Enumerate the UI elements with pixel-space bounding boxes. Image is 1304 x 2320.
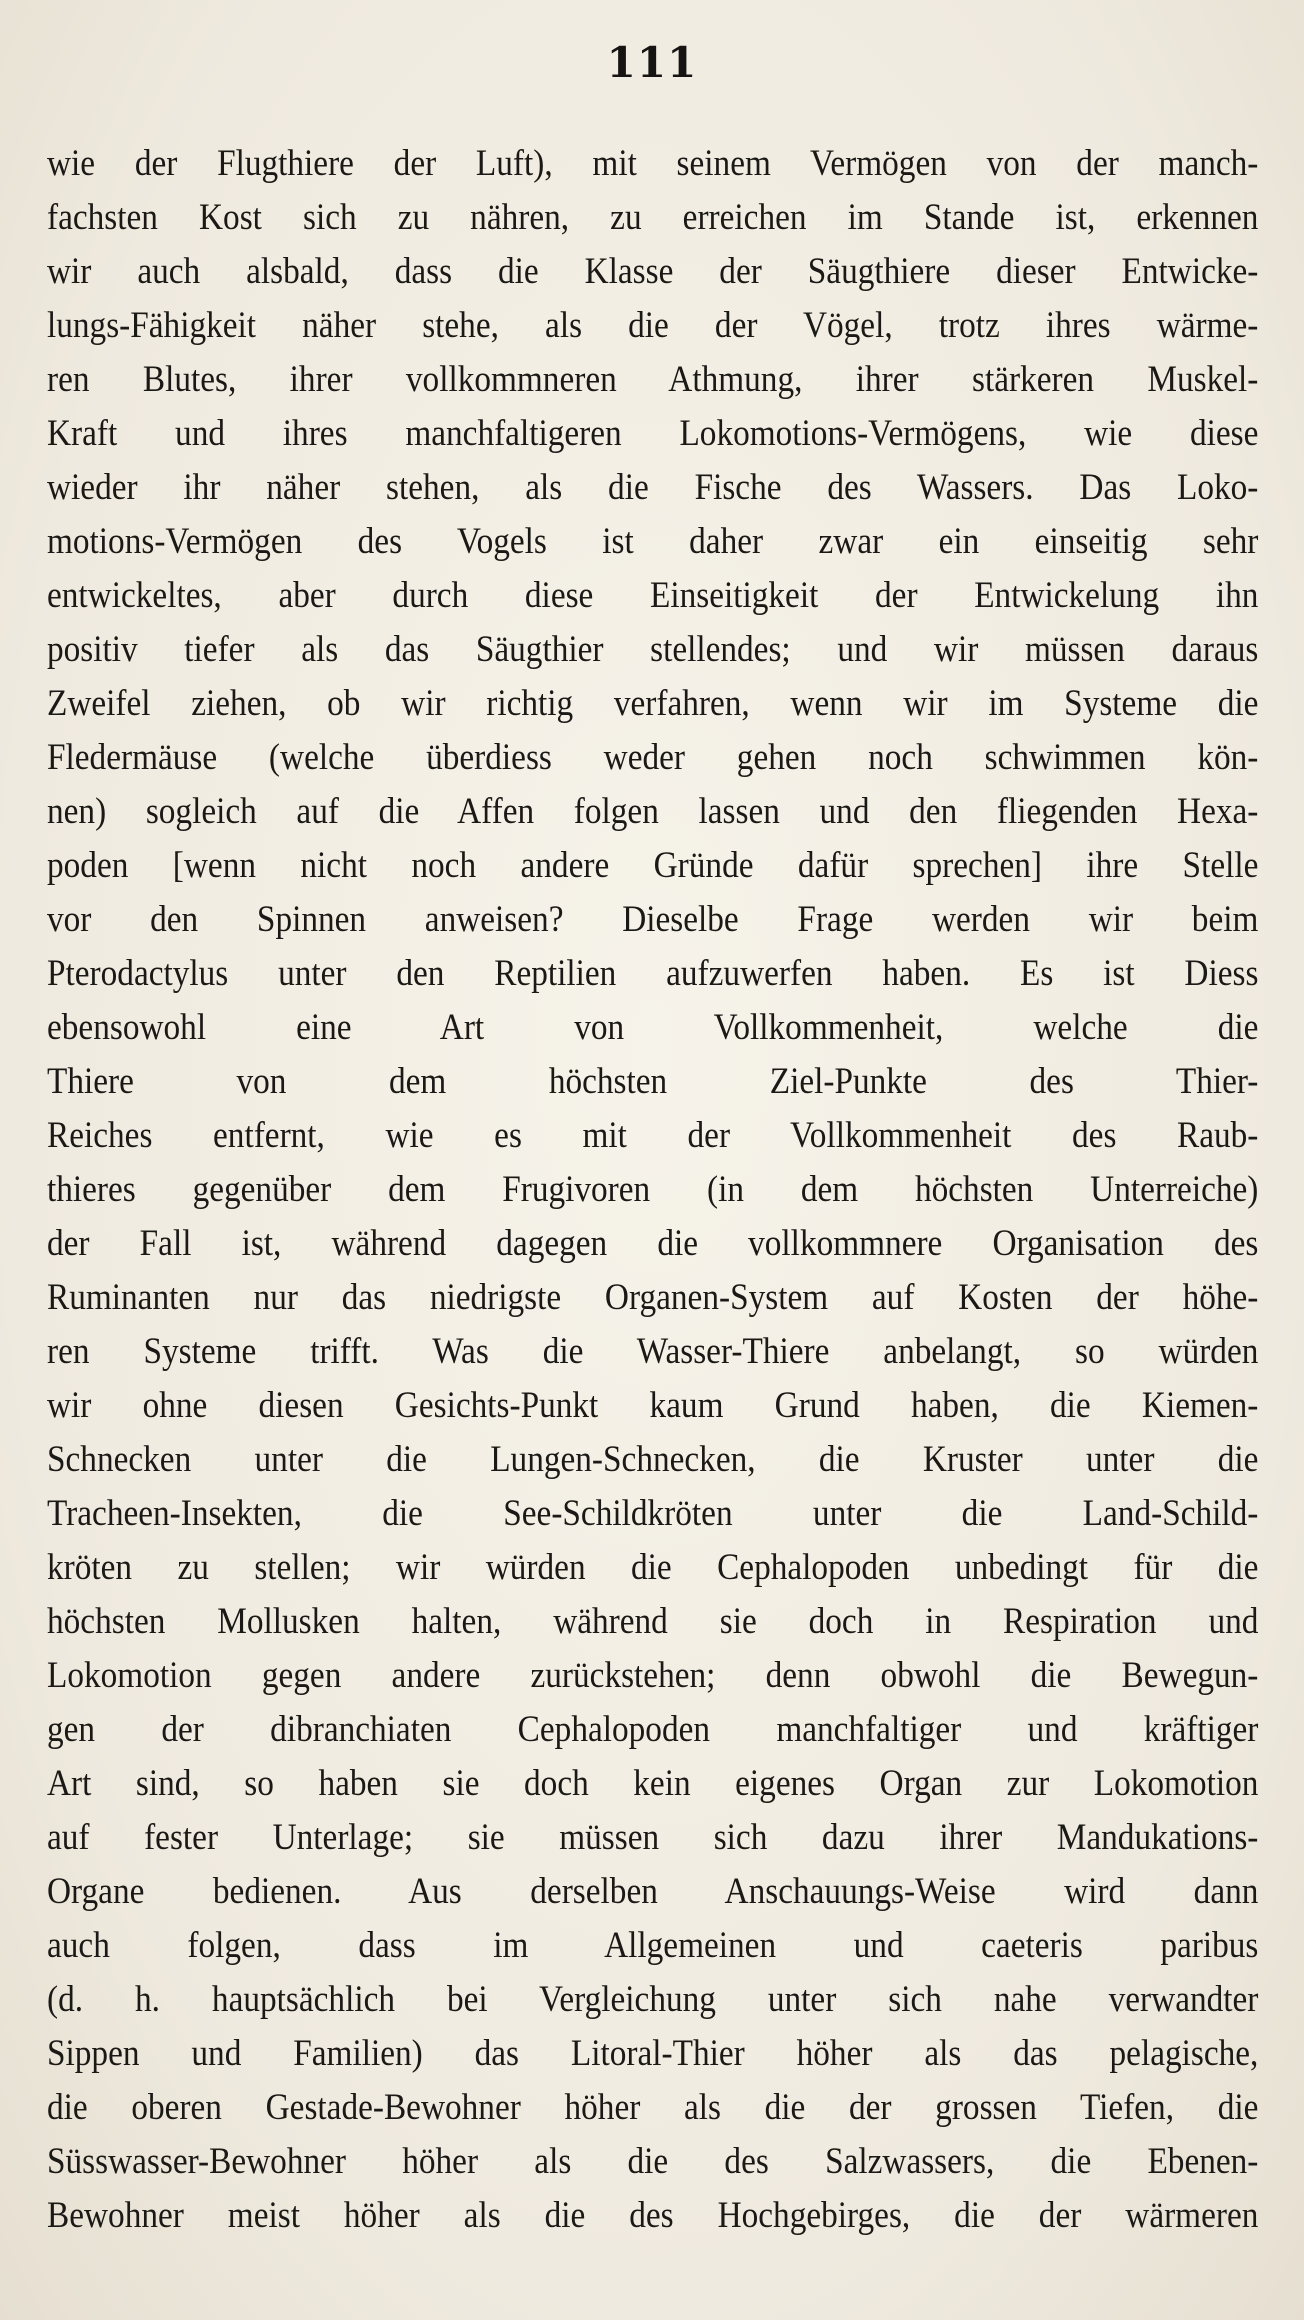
text-line: Bewohner meist höher als die des Hochgebirges, die der wärmeren bbox=[47, 2195, 1259, 2236]
text-line: lungs-Fähigkeit näher stehe, als die der Vögel, trotz ihres wärme- bbox=[47, 305, 1259, 346]
text-line: thieres gegenüber dem Frugivoren (in dem höchsten Unterreiche) bbox=[47, 1169, 1259, 1210]
text-line: Tracheen-Insekten, die See-Schildkröten unter die Land-Schild- bbox=[47, 1493, 1259, 1534]
text-line: Ruminanten nur das niedrigste Organen-System auf Kosten der höhe- bbox=[47, 1277, 1259, 1318]
text-line: positiv tiefer als das Säugthier stellendes; und wir müssen daraus bbox=[47, 629, 1259, 670]
text-line: poden [wenn nicht noch andere Gründe dafür sprechen] ihre Stelle bbox=[47, 845, 1259, 886]
text-line: ren Systeme trifft. Was die Wasser-Thiere anbelangt, so würden bbox=[47, 1331, 1259, 1372]
text-line: auf fester Unterlage; sie müssen sich dazu ihrer Mandukations- bbox=[47, 1817, 1259, 1858]
text-line: kröten zu stellen; wir würden die Cephalopoden unbedingt für die bbox=[47, 1547, 1259, 1588]
text-line: Organe bedienen. Aus derselben Anschauungs-Weise wird dann bbox=[47, 1871, 1259, 1912]
text-line: auch folgen, dass im Allgemeinen und caeteris paribus bbox=[47, 1925, 1259, 1966]
text-line: der Fall ist, während dagegen die vollkommnere Organisation des bbox=[47, 1223, 1259, 1264]
text-line: fachsten Kost sich zu nähren, zu erreichen im Stande ist, erkennen bbox=[47, 197, 1259, 238]
text-line: nen) sogleich auf die Affen folgen lassen und den fliegenden Hexa- bbox=[47, 791, 1259, 832]
text-line: (d. h. hauptsächlich bei Vergleichung unter sich nahe verwandter bbox=[47, 1979, 1259, 2020]
text-line: wir auch alsbald, dass die Klasse der Säugthiere dieser Entwicke- bbox=[47, 251, 1259, 292]
text-line: Art sind, so haben sie doch kein eigenes Organ zur Lokomotion bbox=[47, 1763, 1259, 1804]
text-line: Thiere von dem höchsten Ziel-Punkte des Thier- bbox=[47, 1061, 1259, 1102]
text-line: wieder ihr näher stehen, als die Fische des Wassers. Das Loko- bbox=[47, 467, 1259, 508]
text-line: motions-Vermögen des Vogels ist daher zwar ein einseitig sehr bbox=[47, 521, 1259, 562]
text-line: ebensowohl eine Art von Vollkommenheit, welche die bbox=[47, 1007, 1259, 1048]
text-line: Lokomotion gegen andere zurückstehen; denn obwohl die Bewegun- bbox=[47, 1655, 1259, 1696]
text-line: Fledermäuse (welche überdiess weder gehen noch schwimmen kön- bbox=[47, 737, 1259, 778]
text-line: Schnecken unter die Lungen-Schnecken, die Kruster unter die bbox=[47, 1439, 1259, 1480]
text-line: gen der dibranchiaten Cephalopoden manchfaltiger und kräftiger bbox=[47, 1709, 1259, 1750]
text-line: Reiches entfernt, wie es mit der Vollkommenheit des Raub- bbox=[47, 1115, 1259, 1156]
text-line: die oberen Gestade-Bewohner höher als die der grossen Tiefen, die bbox=[47, 2087, 1259, 2128]
text-line: ren Blutes, ihrer vollkommneren Athmung, ihrer stärkeren Muskel- bbox=[47, 359, 1259, 400]
text-line: Pterodactylus unter den Reptilien aufzuwerfen haben. Es ist Diess bbox=[47, 953, 1259, 994]
page-number: 111 bbox=[606, 38, 698, 87]
text-line: wie der Flugthiere der Luft), mit seinem Vermögen von der manch- bbox=[47, 143, 1259, 184]
text-line: höchsten Mollusken halten, während sie doch in Respiration und bbox=[47, 1601, 1259, 1642]
text-line: vor den Spinnen anweisen? Dieselbe Frage werden wir beim bbox=[47, 899, 1259, 940]
text-line: wir ohne diesen Gesichts-Punkt kaum Grund haben, die Kiemen- bbox=[47, 1385, 1259, 1426]
text-line: Süsswasser-Bewohner höher als die des Salzwassers, die Ebenen- bbox=[47, 2141, 1259, 2182]
text-line: Sippen und Familien) das Litoral-Thier höher als das pelagische, bbox=[47, 2033, 1259, 2074]
body-text bbox=[47, 137, 1259, 2243]
text-line: Kraft und ihres manchfaltigeren Lokomotions-Vermögens, wie diese bbox=[47, 413, 1259, 454]
text-line: Zweifel ziehen, ob wir richtig verfahren, wenn wir im Systeme die bbox=[47, 683, 1259, 724]
text-line: entwickeltes, aber durch diese Einseitigkeit der Entwickelung ihn bbox=[47, 575, 1259, 616]
